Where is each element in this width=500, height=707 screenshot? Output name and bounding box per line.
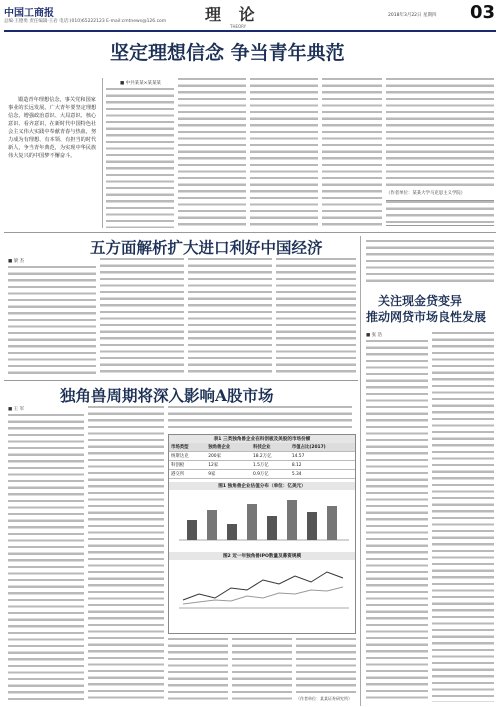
masthead-rule [4,30,496,32]
table-header-cell: 独角兽企业 [206,443,251,452]
table-cell: 12家 [206,461,251,470]
article1-column-4 [322,78,382,228]
section-title: 理 论 [205,5,261,24]
chart1-bar [287,500,297,540]
article1-column-5 [386,78,494,186]
article4-headline: 独角兽周期将深入影响A股市场 [60,386,274,405]
article2-byline: ■ 梁 杰 [8,259,25,264]
article2-column-4 [276,258,356,376]
table-header-cell: 科技企业 [251,443,290,452]
article2-column-3 [188,258,272,376]
article4-column-1 [8,414,84,702]
table-cell: 14.57 [290,452,355,461]
article3-byline: ■ 张 浩 [366,333,383,338]
table-cell: 18.2万亿 [251,452,290,461]
table-header-row [169,443,355,452]
article3-column-2 [432,332,494,702]
chart1-bar [187,520,197,540]
article4-column-2 [88,406,164,702]
chart1-title: 图1 独角兽企业估值分布（单位：亿美元） [169,482,355,490]
article3-intro [366,240,494,286]
figure-block [168,434,356,634]
article3-headline-2: 推动网贷市场良性发展 [366,310,487,324]
table-title: 表1 三类独角兽企业在科创板及美股的市场份额 [169,435,355,443]
chart1-bar [307,512,317,540]
section-divider [4,232,496,233]
article3-column-1 [366,340,428,702]
article3-headline: 关注现金贷变异 [378,294,463,308]
article1-byline: ■ 中共某某×某某某 [120,81,161,86]
table-cell: 200家 [206,452,251,461]
article2-headline: 五方面解析扩大进口利好中国经济 [90,238,323,257]
column-divider [102,78,103,228]
chart2-title: 图2 近一年独角兽IPO数量及募资规模 [169,552,355,560]
chart2-line [183,572,343,600]
chart1-graphic [169,490,355,548]
article1-lead: 锻造青年理想信念，事关党和国家事业的长远发展。广大青年要坚定理想信念，增强政治意识、大局意识、核心意识、看齐意识，在新时代中国特色社会主义伟大实践中奉献青春与热血，努力成为有理想、有本领、有担当的时代新人，争当青年典范，为实现中华民族伟大复兴的中国梦不懈奋斗。 [8,97,97,159]
table-row [169,452,355,461]
table-row [169,461,355,470]
article1-column-1 [106,88,174,228]
masthead-info: 总编·王德勇 责任编辑·王岩 电话:(010)65222123 E-mail:cmtnews@126.com [4,19,167,24]
right-column-divider [360,236,361,706]
chart1-bar [267,516,277,540]
article4-source: （作者单位：某某证券研究所） [296,696,352,701]
article2-column-2 [100,258,184,376]
section-divider-2 [4,380,358,381]
chart2-graphic [169,560,355,614]
article4-column-3-top [168,406,352,432]
chart1-bar [327,506,337,540]
table-header-cell: 市值占比(2017) [290,443,355,452]
article1-pullquote [386,200,494,226]
table-cell: 科创板 [169,461,206,470]
article4-column-4 [232,638,292,702]
article4-column-3 [168,638,228,702]
table-header-cell: 市场类型 [169,443,206,452]
article1-headline: 坚定理想信念 争当青年典范 [110,42,345,64]
table-row [169,470,355,479]
newspaper-logo: 中国工商报 [4,8,54,19]
table-cell: 1.5万亿 [251,461,290,470]
article2-column-1 [8,266,96,376]
table-cell: 纳斯达克 [169,452,206,461]
chart1-bar [247,504,257,540]
section-subtitle: THEORY [230,24,247,29]
table-cell: 9家 [206,470,251,479]
page-number: 03 [470,2,496,23]
issue-date: 2018年3月22日 星期四 [388,13,437,18]
article1-source: （作者单位：某某大学马克思主义学院） [386,191,466,196]
article1-column-2 [178,78,246,228]
table-cell: 港交所 [169,470,206,479]
table-cell: 8.12 [290,461,355,470]
table-cell: 0.9万亿 [251,470,290,479]
article4-byline: ■ 王 军 [8,407,25,412]
table-cell: 5.34 [290,470,355,479]
chart1-bar [207,510,217,540]
chart1-bar [227,524,237,540]
article1-column-3 [250,78,318,228]
article4-column-5 [296,638,356,694]
data-table [169,443,355,479]
